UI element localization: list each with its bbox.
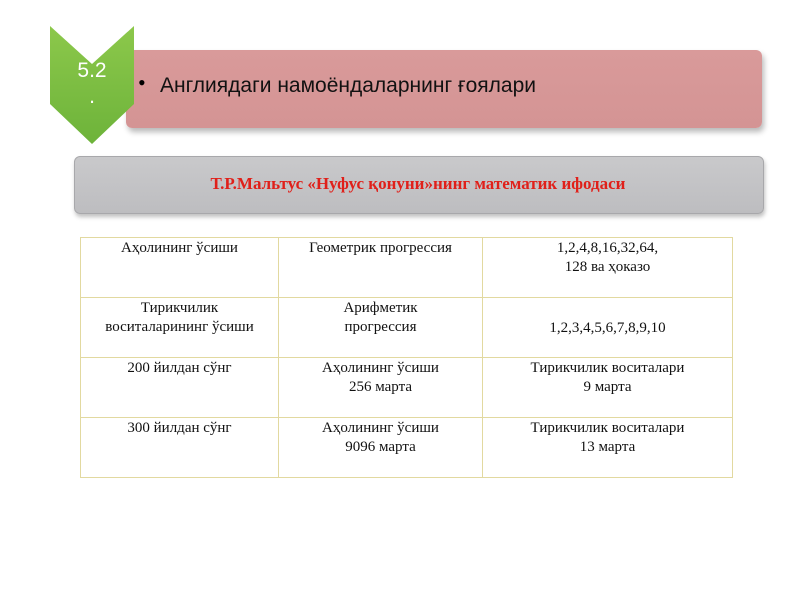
table-cell — [81, 298, 279, 358]
table-cell — [81, 418, 279, 478]
malthus-table — [80, 237, 732, 478]
table-row — [81, 358, 733, 418]
table-cell — [483, 358, 733, 418]
cell-text: Арифметик — [343, 300, 418, 316]
table-row — [81, 418, 733, 478]
table-row — [81, 238, 733, 298]
cell-text: 13 марта — [579, 439, 636, 455]
table-cell — [279, 418, 483, 478]
cell-text: воситаларининг ўсиши — [105, 319, 254, 335]
data-table — [80, 237, 733, 478]
table-cell — [81, 358, 279, 418]
table-cell — [483, 418, 733, 478]
section-number — [50, 58, 134, 110]
cell-text: 1,2,3,4,5,6,7,8,9,10 — [549, 320, 666, 336]
cell-text: Геометрик прогрессия — [309, 240, 452, 256]
table-row — [81, 298, 733, 358]
table-cell — [279, 358, 483, 418]
cell-text: 128 ва ҳоказо — [564, 259, 651, 275]
cell-text: 256 марта — [349, 379, 412, 395]
table-cell — [483, 298, 733, 358]
header-title: Англиядаги намоёндаларнинг ғоялари — [160, 74, 537, 97]
table-cell — [81, 238, 279, 298]
cell-text: 1,2,4,8,16,32,64, — [556, 240, 659, 256]
cell-text: 300 йилдан сўнг — [127, 420, 232, 436]
header-bullet: • — [138, 70, 146, 95]
cell-text: Аҳолининг ўсиши — [121, 240, 238, 256]
cell-text: 200 йилдан сўнг — [127, 360, 232, 376]
cell-text: Тирикчилик — [140, 300, 219, 316]
subtitle-text: Т.Р.Мальтус «Нуфус қонуни»нинг математик ифодаси — [210, 174, 626, 193]
cell-text: Аҳолининг ўсиши — [322, 360, 439, 376]
cell-text: Тирикчилик воситалари — [530, 360, 685, 376]
table-cell — [279, 298, 483, 358]
section-number-value: 5.2 — [77, 59, 107, 82]
table-cell — [279, 238, 483, 298]
section-number-dot: . — [89, 85, 95, 108]
table-cell — [483, 238, 733, 298]
cell-text: 9 марта — [583, 379, 632, 395]
cell-text: прогрессия — [344, 319, 417, 335]
cell-text: Тирикчилик воситалари — [530, 420, 685, 436]
cell-text: 9096 марта — [345, 439, 416, 455]
cell-text: Аҳолининг ўсиши — [322, 420, 439, 436]
